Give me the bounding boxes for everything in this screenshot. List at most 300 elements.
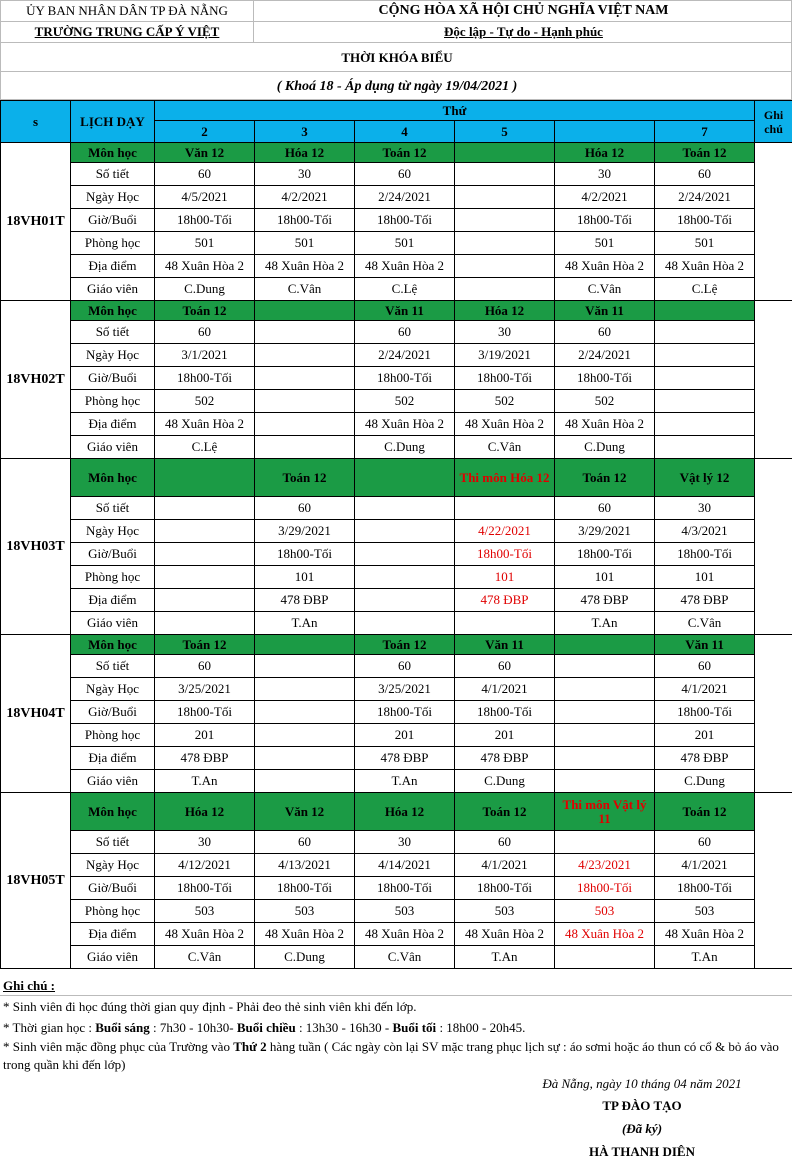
cell-period: 60	[655, 831, 755, 854]
table-row	[1, 854, 792, 877]
cell-period: 60	[155, 321, 255, 344]
cell-subject: Văn 11	[355, 301, 455, 321]
cell-time: 18h00-Tối	[255, 209, 355, 232]
note-cell	[755, 635, 792, 793]
cell-subject: Hóa 12	[455, 301, 555, 321]
cell-time: 18h00-Tối	[455, 543, 555, 566]
cell-place: 48 Xuân Hòa 2	[155, 413, 255, 436]
table-row	[1, 143, 792, 163]
cell-period: 60	[155, 655, 255, 678]
cell-subject: Hóa 12	[155, 793, 255, 831]
table-row	[1, 497, 792, 520]
day-header-0: 2	[155, 121, 255, 143]
table-row	[1, 390, 792, 413]
row-label: Số tiết	[71, 831, 155, 854]
row-label: Giờ/Buổi	[71, 701, 155, 724]
cell-period: 30	[155, 831, 255, 854]
cell-date: 4/14/2021	[355, 854, 455, 877]
signed-status: (Đã ký)	[621, 1121, 663, 1136]
cell-subject: Văn 11	[555, 301, 655, 321]
cell-teacher: C.Lệ	[655, 278, 755, 301]
cell-subject: Toán 12	[655, 793, 755, 831]
cell-time: 18h00-Tối	[155, 877, 255, 900]
cell-date: 4/13/2021	[255, 854, 355, 877]
cell-place	[455, 255, 555, 278]
cell-place: 478 ĐBP	[655, 589, 755, 612]
country-name: CỘNG HÒA XÃ HỘI CHỦ NGHĨA VIỆT NAM	[254, 1, 792, 22]
cell-date: 4/2/2021	[555, 186, 655, 209]
cell-place	[255, 747, 355, 770]
cell-place: 48 Xuân Hòa 2	[455, 923, 555, 946]
cell-subject: Toán 12	[455, 793, 555, 831]
cell-room: 502	[155, 390, 255, 413]
cell-room: 101	[255, 566, 355, 589]
cell-room: 503	[155, 900, 255, 923]
cell-period: 60	[355, 321, 455, 344]
row-label: Môn học	[71, 143, 155, 163]
cell-period: 60	[555, 321, 655, 344]
table-row	[1, 612, 792, 635]
table-row	[1, 413, 792, 436]
cell-date: 3/29/2021	[555, 520, 655, 543]
school-name: TRƯỜNG TRUNG CẤP Ý VIỆT	[1, 22, 254, 42]
cell-room: 201	[155, 724, 255, 747]
cell-subject: Văn 11	[655, 635, 755, 655]
cell-subject	[555, 635, 655, 655]
note-cell	[755, 301, 792, 459]
row-label: Ngày Học	[71, 678, 155, 701]
cell-period: 60	[555, 497, 655, 520]
note-cell	[755, 459, 792, 635]
cell-period: 60	[355, 163, 455, 186]
page-title: THỜI KHÓA BIỂU	[1, 42, 792, 72]
cell-date: 4/5/2021	[155, 186, 255, 209]
cell-date: 2/24/2021	[555, 344, 655, 367]
row-label: Địa điểm	[71, 923, 155, 946]
cell-date	[255, 344, 355, 367]
page-subtitle: ( Khoá 18 - Áp dụng từ ngày 19/04/2021 )	[276, 79, 518, 94]
cell-room: 501	[555, 232, 655, 255]
row-label: Phòng học	[71, 900, 155, 923]
cell-date	[155, 520, 255, 543]
cell-time	[455, 209, 555, 232]
cell-period: 60	[255, 497, 355, 520]
table-row	[1, 635, 792, 655]
cell-room: 501	[255, 232, 355, 255]
cell-time: 18h00-Tối	[655, 209, 755, 232]
cell-room: 502	[555, 390, 655, 413]
cell-place: 48 Xuân Hòa 2	[255, 923, 355, 946]
note-line-3: * Sinh viên mặc đồng phục của Trường vào Thứ 2 hàng tuần ( Các ngày còn lại SV mặc trang phục lịch sự : áo sơmi hoặc áo thun có cổ & bỏ áo vào trong quần khi đến lớp)	[3, 1039, 779, 1072]
cell-teacher: T.An	[555, 612, 655, 635]
cell-place: 478 ĐBP	[455, 589, 555, 612]
cell-date: 2/24/2021	[355, 344, 455, 367]
cell-subject: Thi môn Hóa 12	[455, 459, 555, 497]
cell-period	[255, 321, 355, 344]
cell-subject: Hóa 12	[355, 793, 455, 831]
cell-subject	[255, 635, 355, 655]
cell-place: 478 ĐBP	[455, 747, 555, 770]
class-name: 18VH02T	[1, 301, 71, 459]
cell-room: 101	[555, 566, 655, 589]
day-header-3: 5	[455, 121, 555, 143]
cell-place	[255, 413, 355, 436]
cell-date: 4/1/2021	[655, 854, 755, 877]
cell-place: 48 Xuân Hòa 2	[655, 255, 755, 278]
cell-time: 18h00-Tối	[355, 877, 455, 900]
cell-period: 60	[155, 163, 255, 186]
cell-teacher: C.Dung	[555, 436, 655, 459]
cell-period: 60	[255, 831, 355, 854]
cell-time: 18h00-Tối	[555, 367, 655, 390]
row-label: Giờ/Buổi	[71, 209, 155, 232]
cell-date: 2/24/2021	[655, 186, 755, 209]
cell-time: 18h00-Tối	[655, 877, 755, 900]
cell-subject: Văn 11	[455, 635, 555, 655]
table-row	[1, 543, 792, 566]
cell-room: 201	[355, 724, 455, 747]
cell-time: 18h00-Tối	[455, 367, 555, 390]
cell-period: 30	[355, 831, 455, 854]
cell-subject: Thi môn Vật lý 11	[555, 793, 655, 831]
cell-place: 48 Xuân Hòa 2	[155, 255, 255, 278]
table-row	[1, 831, 792, 854]
cell-time: 18h00-Tối	[155, 209, 255, 232]
cell-time: 18h00-Tối	[255, 543, 355, 566]
cell-date: 3/19/2021	[455, 344, 555, 367]
cell-subject: Toán 12	[355, 635, 455, 655]
motto: Độc lập - Tự do - Hạnh phúc	[444, 24, 603, 39]
cell-place: 48 Xuân Hòa 2	[355, 255, 455, 278]
cell-teacher: C.Dung	[655, 770, 755, 793]
cell-period	[655, 321, 755, 344]
cell-teacher: C.Dung	[355, 436, 455, 459]
cell-subject: Toán 12	[155, 301, 255, 321]
cell-place: 48 Xuân Hòa 2	[555, 413, 655, 436]
cell-time	[355, 543, 455, 566]
cell-time	[655, 367, 755, 390]
table-row	[1, 367, 792, 390]
cell-place: 48 Xuân Hòa 2	[455, 413, 555, 436]
cell-period	[155, 497, 255, 520]
cell-room: 501	[355, 232, 455, 255]
cell-time: 18h00-Tối	[555, 877, 655, 900]
cell-teacher: C.Dung	[155, 278, 255, 301]
cell-period: 30	[555, 163, 655, 186]
cell-subject: Hóa 12	[255, 143, 355, 163]
cell-period: 30	[255, 163, 355, 186]
row-label: Số tiết	[71, 497, 155, 520]
cell-period	[455, 497, 555, 520]
notes-section	[0, 976, 792, 1076]
row-label: Giờ/Buổi	[71, 877, 155, 900]
cell-room	[455, 232, 555, 255]
cell-date: 4/2/2021	[255, 186, 355, 209]
table-row	[1, 232, 792, 255]
cell-date: 4/1/2021	[455, 678, 555, 701]
cell-subject: Văn 12	[155, 143, 255, 163]
cell-time: 18h00-Tối	[655, 701, 755, 724]
cell-date	[455, 186, 555, 209]
day-header-5: 7	[655, 121, 755, 143]
cell-time: 18h00-Tối	[155, 367, 255, 390]
cell-date: 4/23/2021	[555, 854, 655, 877]
cell-period	[355, 497, 455, 520]
note-cell	[755, 793, 792, 969]
note-line-2: * Thời gian học : Buổi sáng : 7h30 - 10h30- Buổi chiều : 13h30 - 16h30 - Buổi tối : 18h00 - 20h45.	[3, 1020, 526, 1035]
cell-place: 478 ĐBP	[655, 747, 755, 770]
cell-place: 48 Xuân Hòa 2	[355, 923, 455, 946]
cell-teacher: C.Vân	[155, 946, 255, 969]
row-label: Giáo viên	[71, 612, 155, 635]
cell-teacher	[555, 946, 655, 969]
class-name: 18VH05T	[1, 793, 71, 969]
cell-date: 2/24/2021	[355, 186, 455, 209]
cell-period: 60	[455, 655, 555, 678]
cell-period: 60	[655, 163, 755, 186]
cell-subject	[255, 301, 355, 321]
note-line-1: * Sinh viên đi học đúng thời gian quy định - Phải đeo thẻ sinh viên khi đến lớp.	[3, 999, 417, 1014]
row-label: Giờ/Buổi	[71, 543, 155, 566]
cell-teacher	[455, 612, 555, 635]
cell-date: 3/1/2021	[155, 344, 255, 367]
cell-time: 18h00-Tối	[455, 701, 555, 724]
cell-room: 503	[255, 900, 355, 923]
col-note-header: Ghi chú	[755, 101, 792, 143]
cell-date: 3/29/2021	[255, 520, 355, 543]
cell-room: 503	[555, 900, 655, 923]
cell-place	[355, 589, 455, 612]
col-schedule-header: LỊCH DẠY	[71, 101, 155, 143]
place-date: Đà Nẵng, ngày 10 tháng 04 năm 2021	[542, 1076, 742, 1091]
cell-teacher	[455, 278, 555, 301]
row-label: Ngày Học	[71, 854, 155, 877]
cell-teacher	[655, 436, 755, 459]
cell-teacher: T.An	[155, 770, 255, 793]
col-thu-header: Thứ	[155, 101, 755, 121]
cell-place	[655, 413, 755, 436]
table-row	[1, 344, 792, 367]
signer-name: HÀ THANH DIÊN	[589, 1144, 695, 1159]
cell-date: 4/3/2021	[655, 520, 755, 543]
cell-date: 4/1/2021	[655, 678, 755, 701]
table-row	[1, 678, 792, 701]
row-label: Môn học	[71, 635, 155, 655]
cell-date	[255, 678, 355, 701]
cell-teacher: T.An	[655, 946, 755, 969]
table-row	[1, 209, 792, 232]
cell-place	[555, 747, 655, 770]
cell-place: 48 Xuân Hòa 2	[255, 255, 355, 278]
cell-subject: Toán 12	[355, 143, 455, 163]
table-row	[1, 877, 792, 900]
note-cell	[755, 143, 792, 301]
table-row	[1, 701, 792, 724]
cell-time: 18h00-Tối	[555, 543, 655, 566]
cell-place: 478 ĐBP	[255, 589, 355, 612]
cell-period: 30	[655, 497, 755, 520]
cell-teacher	[555, 770, 655, 793]
cell-time	[555, 701, 655, 724]
table-row	[1, 459, 792, 497]
row-label: Ngày Học	[71, 186, 155, 209]
cell-date: 4/12/2021	[155, 854, 255, 877]
cell-teacher: C.Dung	[255, 946, 355, 969]
table-row	[1, 255, 792, 278]
row-label: Giáo viên	[71, 278, 155, 301]
notes-heading: Ghi chú :	[0, 976, 792, 996]
row-label: Giáo viên	[71, 436, 155, 459]
table-row	[1, 163, 792, 186]
cell-subject	[455, 143, 555, 163]
cell-teacher: C.Lệ	[355, 278, 455, 301]
row-label: Môn học	[71, 459, 155, 497]
cell-teacher: C.Vân	[355, 946, 455, 969]
cell-room: 501	[155, 232, 255, 255]
cell-teacher	[155, 612, 255, 635]
cell-time: 18h00-Tối	[355, 701, 455, 724]
cell-room: 201	[455, 724, 555, 747]
cell-subject: Văn 12	[255, 793, 355, 831]
cell-time: 18h00-Tối	[655, 543, 755, 566]
cell-room: 101	[455, 566, 555, 589]
cell-subject: Hóa 12	[555, 143, 655, 163]
table-row	[1, 589, 792, 612]
cell-period	[555, 831, 655, 854]
cell-time: 18h00-Tối	[555, 209, 655, 232]
cell-teacher	[255, 436, 355, 459]
cell-room: 101	[655, 566, 755, 589]
cell-time: 18h00-Tối	[155, 701, 255, 724]
cell-subject: Vật lý 12	[655, 459, 755, 497]
cell-teacher: T.An	[255, 612, 355, 635]
cell-period	[455, 163, 555, 186]
cell-room	[655, 390, 755, 413]
cell-teacher: C.Vân	[255, 278, 355, 301]
table-row	[1, 186, 792, 209]
cell-teacher: T.An	[355, 770, 455, 793]
table-row	[1, 900, 792, 923]
row-label: Giáo viên	[71, 946, 155, 969]
cell-teacher: C.Vân	[555, 278, 655, 301]
cell-teacher: C.Vân	[655, 612, 755, 635]
row-label: Ngày Học	[71, 520, 155, 543]
cell-place: 48 Xuân Hòa 2	[555, 255, 655, 278]
cell-room: 502	[355, 390, 455, 413]
cell-room: 503	[655, 900, 755, 923]
row-label: Phòng học	[71, 724, 155, 747]
cell-period: 60	[655, 655, 755, 678]
cell-room	[255, 390, 355, 413]
table-row	[1, 321, 792, 344]
table-row	[1, 655, 792, 678]
cell-period	[555, 655, 655, 678]
row-label: Phòng học	[71, 390, 155, 413]
class-name: 18VH04T	[1, 635, 71, 793]
timetable	[0, 100, 792, 969]
day-header-1: 3	[255, 121, 355, 143]
row-label: Môn học	[71, 793, 155, 831]
table-row	[1, 436, 792, 459]
cell-teacher	[355, 612, 455, 635]
row-label: Giờ/Buổi	[71, 367, 155, 390]
cell-date: 4/22/2021	[455, 520, 555, 543]
table-row	[1, 724, 792, 747]
cell-time: 18h00-Tối	[355, 367, 455, 390]
cell-period: 60	[455, 831, 555, 854]
row-label: Địa điểm	[71, 589, 155, 612]
cell-period: 60	[355, 655, 455, 678]
cell-teacher: C.Lệ	[155, 436, 255, 459]
row-label: Số tiết	[71, 321, 155, 344]
cell-subject	[655, 301, 755, 321]
table-row	[1, 566, 792, 589]
cell-room: 503	[355, 900, 455, 923]
row-label: Môn học	[71, 301, 155, 321]
cell-period	[255, 655, 355, 678]
table-row	[1, 278, 792, 301]
row-label: Giáo viên	[71, 770, 155, 793]
table-row	[1, 520, 792, 543]
cell-subject: Toán 12	[555, 459, 655, 497]
cell-place: 48 Xuân Hòa 2	[155, 923, 255, 946]
table-row	[1, 747, 792, 770]
cell-teacher: C.Vân	[455, 436, 555, 459]
cell-date	[655, 344, 755, 367]
cell-room: 502	[455, 390, 555, 413]
row-label: Địa điểm	[71, 747, 155, 770]
cell-room	[155, 566, 255, 589]
table-row	[1, 301, 792, 321]
row-label: Phòng học	[71, 232, 155, 255]
class-name: 18VH03T	[1, 459, 71, 635]
document-header	[0, 0, 792, 100]
cell-place: 48 Xuân Hòa 2	[355, 413, 455, 436]
table-row	[1, 946, 792, 969]
col-s-header: s	[1, 101, 71, 143]
cell-time: 18h00-Tối	[455, 877, 555, 900]
cell-place: 48 Xuân Hòa 2	[555, 923, 655, 946]
row-label: Địa điểm	[71, 255, 155, 278]
cell-room: 501	[655, 232, 755, 255]
day-header-2: 4	[355, 121, 455, 143]
table-row	[1, 770, 792, 793]
cell-time	[255, 367, 355, 390]
cell-room	[255, 724, 355, 747]
cell-time: 18h00-Tối	[355, 209, 455, 232]
cell-teacher: C.Dung	[455, 770, 555, 793]
cell-place	[155, 589, 255, 612]
cell-subject	[355, 459, 455, 497]
row-label: Phòng học	[71, 566, 155, 589]
table-row	[1, 793, 792, 831]
row-label: Số tiết	[71, 163, 155, 186]
cell-subject: Toán 12	[155, 635, 255, 655]
cell-room	[555, 724, 655, 747]
row-label: Địa điểm	[71, 413, 155, 436]
cell-date	[555, 678, 655, 701]
table-row	[1, 923, 792, 946]
cell-teacher	[255, 770, 355, 793]
cell-subject: Toán 12	[655, 143, 755, 163]
class-name: 18VH01T	[1, 143, 71, 301]
cell-date: 4/1/2021	[455, 854, 555, 877]
cell-period: 30	[455, 321, 555, 344]
org-name: ỦY BAN NHÂN DÂN TP ĐÀ NẴNG	[1, 1, 254, 22]
cell-time	[155, 543, 255, 566]
cell-date	[355, 520, 455, 543]
cell-subject	[155, 459, 255, 497]
